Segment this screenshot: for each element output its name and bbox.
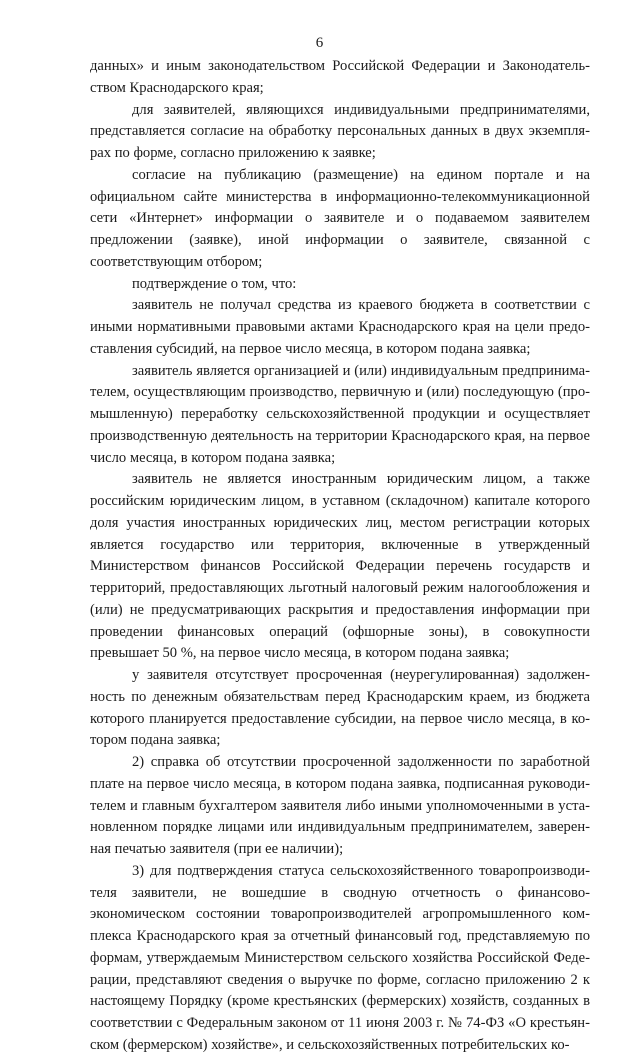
paragraph-5: заявитель не получал средства из краевого бюджета в соответствии с иными нормативными правовыми актами Краснодарского края на цели предоставления субсидий, на первое число месяца, в котором подана заявка;	[90, 297, 590, 357]
paragraph-7: заявитель не является иностранным юридическим лицом, а также российским юридическим лицом, в уставном (складочном) капитале которого доля участия иностранных юридических лиц, местом регистрации которых является государство или территория, включенные в утвержденный Министерством финансов Российской Федерации перечень государств и территорий, предоставляющих льготный налоговый режим налогообложения и (или) не предусматривающих раскрытия и предоставления информации при проведении финансовых операций (офшорные зоны), в совокупности превышает 50 %, на первое число месяца, в котором подана заявка;	[90, 471, 590, 662]
page-number: 6	[315, 35, 324, 51]
paragraph-1: данных» и иным законодательством Российской Федерации и Законодательством Краснодарского края;	[90, 58, 590, 96]
paragraph-2: для заявителей, являющихся индивидуальными предпринимателями, представляется согласие на обработку персональных данных в двух экземплярах по форме, согласно приложению к заявке;	[90, 101, 590, 161]
paragraph-6: заявитель является организацией и (или) индивидуальным предпринимателем, осуществляющим производство, первичную и (или) последующую (промышленную) переработку сельскохозяйственной продукции и осуществляет производственную деятельность на территории Краснодарского края, на первое число месяца, в котором подана заявка;	[90, 362, 590, 466]
paragraph-3: согласие на публикацию (размещение) на едином портале и на официальном сайте министерства в информационно-телекоммуникационной сети «Интернет» информации о заявителе и о подаваемом заявителем предложении (заявке), иной информации о заявителе, связанной с соответствующим отбором;	[90, 166, 590, 270]
paragraph-4: подтверждение о том, что:	[132, 275, 297, 292]
paragraph-10: 3) для подтверждения статуса сельскохозяйственного товаропроизводителя заявители, не вошедшие в сводную отчетность о финансово-экономическом состоянии товаропроизводителей агропромышленного комплекса Краснодарского края за отчетный финансовый год, представляемую по формам, утверждаемым Министерством сельского хозяйства Российской Федерации, представляют сведения о выручке по форме, согласно приложению 2 к настоящему Порядку (кроме крестьянских (фермерских) хозяйств, созданных в соответствии с Федеральным законом от 11 июня 2003 г. № 74-ФЗ «О крестьянском (фермерском) хозяйстве», и сельскохозяйственных потребительских ко-	[90, 862, 590, 1053]
paragraph-8: у заявителя отсутствует просроченная (неурегулированная) задолженность по денежным обязательствам перед Краснодарским краем, из бюджета которого планируется предоставление субсидии, на первое число месяца, в котором подана заявка;	[90, 667, 590, 749]
paragraph-9: 2) справка об отсутствии просроченной задолженности по заработной плате на первое число месяца, в котором подана заявка, подписанная руководителем и главным бухгалтером заявителя либо иными уполномоченными в установленном порядке лицами или индивидуальным предпринимателем, заверенная печатью заявителя (при ее наличии);	[90, 754, 590, 857]
page-body	[90, 56, 590, 1057]
